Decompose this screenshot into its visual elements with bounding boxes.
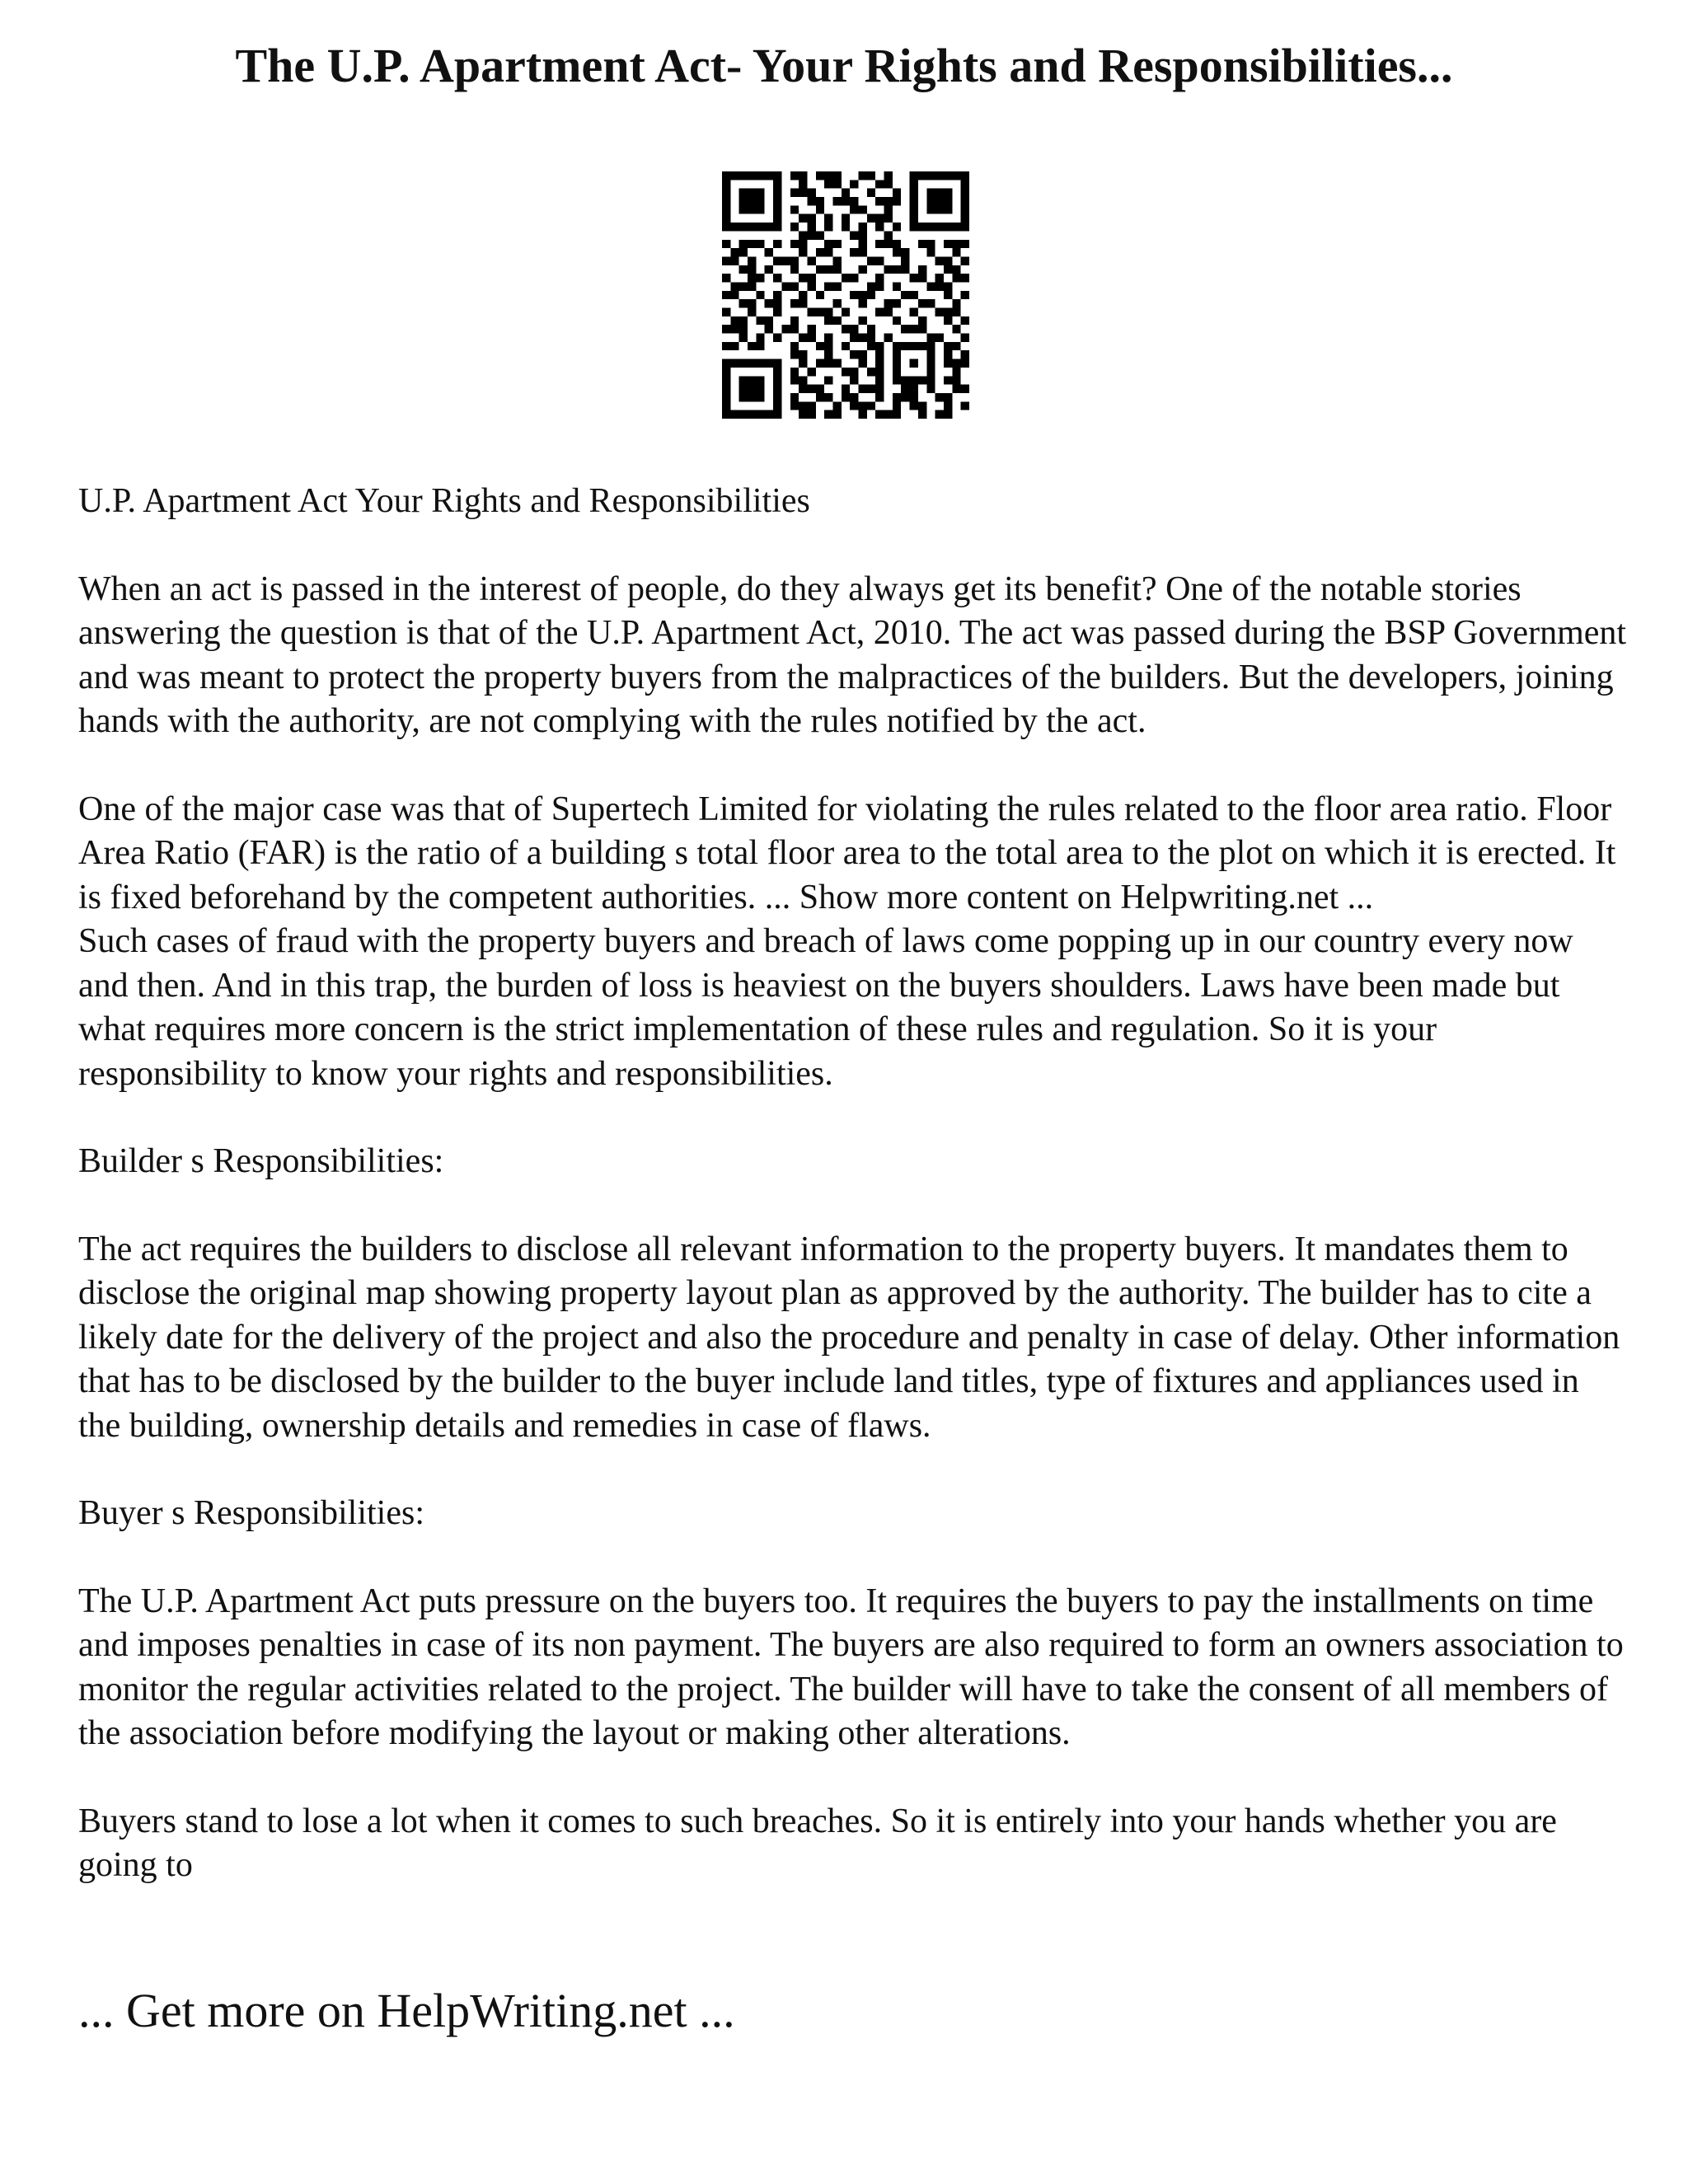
section-heading-builder: Builder s Responsibilities: <box>78 1142 444 1180</box>
article-body <box>78 480 1628 1888</box>
qr-code-icon <box>722 171 969 419</box>
paragraph-intro: When an act is passed in the interest of people, do they always get its benefit? One of the notable stories answering the question is that of the U.P. Apartment Act, 2010. The act was passed during the BSP Government and was meant to protect the property buyers from the malpractices of the builders. But the developers, joining hands with the authority, are not complying with the rules notified by the act. <box>78 569 1627 740</box>
section-heading-buyer: Buyer s Responsibilities: <box>78 1494 424 1532</box>
article-heading: U.P. Apartment Act Your Rights and Responsibilities <box>78 482 810 520</box>
paragraph-builder: The act requires the builders to disclose all relevant information to the property buyers. It mandates them to disclose the original map showing property layout plan as approved by the authority. The builder has to cite a likely date for the delivery of the project and also the procedure and penalty in case of delay. Other information that has to be disclosed by the builder to the buyer include land titles, type of fixtures and appliances used in the building, ownership details and remedies in case of flaws. <box>78 1230 1620 1445</box>
paragraph-fraud: Such cases of fraud with the property buyers and breach of laws come popping up in our country every now and then. And in this trap, the burden of loss is heaviest on the buyers shoulders. Laws have been made but what requires more concern is the strict implementation of these rules and regulation. So it is your responsibility to know your rights and responsibilities. <box>78 922 1573 1093</box>
page-title: The U.P. Apartment Act- Your Rights and Responsibilities... <box>235 39 1453 92</box>
paragraph-closing: Buyers stand to lose a lot when it comes to such breaches. So it is entirely into your hands whether you are going to <box>78 1802 1557 1884</box>
paragraph-supertech: One of the major case was that of Supertech Limited for violating the rules related to the floor area ratio. Floor Area Ratio (FAR) is the ratio of a building s total floor area to the total area to the plot on which it is erected. It is fixed beforehand by the competent authorities. ... Show more content on Helpwriting.net ... <box>78 790 1616 916</box>
paragraph-buyer: The U.P. Apartment Act puts pressure on the buyers too. It requires the buyers to pay the installments on time and imposes penalties in case of its non payment. The buyers are also required to form an owners association to monitor the regular activities related to the project. The builder will have to take the consent of all members of the association before modifying the layout or making other alterations. <box>78 1582 1624 1752</box>
get-more-link[interactable]: ... Get more on HelpWriting.net ... <box>78 1984 735 2037</box>
